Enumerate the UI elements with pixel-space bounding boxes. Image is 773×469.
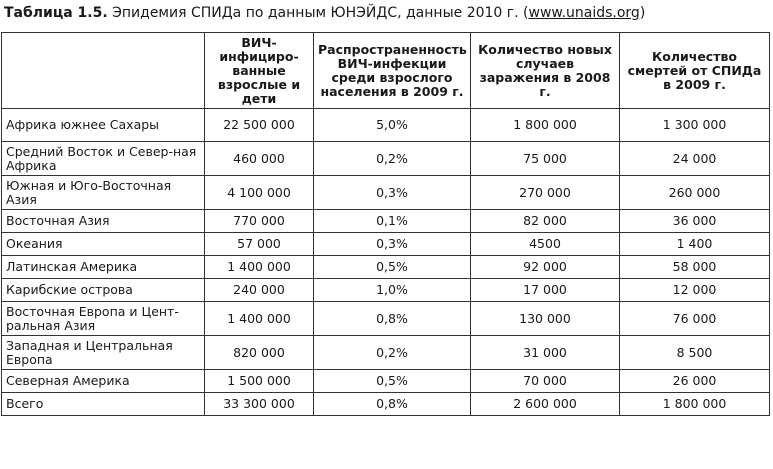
prevalence-cell: 0,5% xyxy=(314,370,471,393)
infected-cell: 57 000 xyxy=(205,233,314,256)
header-cell-region xyxy=(2,33,205,109)
deaths-cell: 12 000 xyxy=(620,279,770,302)
table-row xyxy=(2,302,770,336)
header-row xyxy=(2,33,770,109)
deaths-cell: 24 000 xyxy=(620,142,770,176)
prevalence-cell: 0,5% xyxy=(314,256,471,279)
caption-link[interactable]: www.unaids.org xyxy=(528,5,640,21)
table-row xyxy=(2,256,770,279)
new-cases-cell: 75 000 xyxy=(471,142,620,176)
new-cases-cell: 17 000 xyxy=(471,279,620,302)
table-caption xyxy=(4,3,645,23)
infected-cell: 770 000 xyxy=(205,210,314,233)
table-row xyxy=(2,279,770,302)
hiv-statistics-table xyxy=(1,32,770,416)
table-row xyxy=(2,336,770,370)
deaths-cell: 58 000 xyxy=(620,256,770,279)
region-cell: Океания xyxy=(2,233,205,256)
region-cell: Южная и Юго-Восточная Азия xyxy=(2,176,205,210)
new-cases-cell: 31 000 xyxy=(471,336,620,370)
infected-cell: 240 000 xyxy=(205,279,314,302)
table-row xyxy=(2,142,770,176)
infected-cell: 1 500 000 xyxy=(205,370,314,393)
deaths-cell: 36 000 xyxy=(620,210,770,233)
header-cell-new-cases: Количество новых случаев заражения в 2008 г. xyxy=(471,33,620,109)
table-row xyxy=(2,370,770,393)
prevalence-cell: 1,0% xyxy=(314,279,471,302)
new-cases-cell: 92 000 xyxy=(471,256,620,279)
deaths-cell: 26 000 xyxy=(620,370,770,393)
region-cell: Восточная Европа и Цент-ральная Азия xyxy=(2,302,205,336)
infected-cell: 1 400 000 xyxy=(205,256,314,279)
total-row xyxy=(2,393,770,416)
header-cell-deaths: Количество смертей от СПИДа в 2009 г. xyxy=(620,33,770,109)
infected-cell: 33 300 000 xyxy=(205,393,314,416)
table-row xyxy=(2,176,770,210)
new-cases-cell: 270 000 xyxy=(471,176,620,210)
deaths-cell: 1 400 xyxy=(620,233,770,256)
infected-cell: 1 400 000 xyxy=(205,302,314,336)
infected-cell: 460 000 xyxy=(205,142,314,176)
prevalence-cell: 0,1% xyxy=(314,210,471,233)
new-cases-cell: 130 000 xyxy=(471,302,620,336)
region-cell: Северная Америка xyxy=(2,370,205,393)
region-cell: Африка южнее Сахары xyxy=(2,109,205,142)
prevalence-cell: 0,3% xyxy=(314,176,471,210)
deaths-cell: 8 500 xyxy=(620,336,770,370)
prevalence-cell: 5,0% xyxy=(314,109,471,142)
table-row xyxy=(2,233,770,256)
prevalence-cell: 0,8% xyxy=(314,393,471,416)
prevalence-cell: 0,2% xyxy=(314,142,471,176)
new-cases-cell: 4500 xyxy=(471,233,620,256)
region-cell: Восточная Азия xyxy=(2,210,205,233)
table-row xyxy=(2,210,770,233)
table-row xyxy=(2,109,770,142)
new-cases-cell: 1 800 000 xyxy=(471,109,620,142)
header-cell-infected: ВИЧ-инфициро-ванные взрослые и дети xyxy=(205,33,314,109)
prevalence-cell: 0,2% xyxy=(314,336,471,370)
prevalence-cell: 0,8% xyxy=(314,302,471,336)
deaths-cell: 76 000 xyxy=(620,302,770,336)
region-cell: Средний Восток и Север-ная Африка xyxy=(2,142,205,176)
new-cases-cell: 2 600 000 xyxy=(471,393,620,416)
region-cell: Карибские острова xyxy=(2,279,205,302)
caption-label: Таблица 1.5. xyxy=(4,5,108,21)
infected-cell: 820 000 xyxy=(205,336,314,370)
infected-cell: 4 100 000 xyxy=(205,176,314,210)
region-cell: Западная и Центральная Европа xyxy=(2,336,205,370)
header-cell-prevalence: Распространенность ВИЧ-инфекции среди взрослого населения в 2009 г. xyxy=(314,33,471,109)
prevalence-cell: 0,3% xyxy=(314,233,471,256)
region-cell: Всего xyxy=(2,393,205,416)
deaths-cell: 1 300 000 xyxy=(620,109,770,142)
infected-cell: 22 500 000 xyxy=(205,109,314,142)
new-cases-cell: 82 000 xyxy=(471,210,620,233)
new-cases-cell: 70 000 xyxy=(471,370,620,393)
deaths-cell: 1 800 000 xyxy=(620,393,770,416)
deaths-cell: 260 000 xyxy=(620,176,770,210)
region-cell: Латинская Америка xyxy=(2,256,205,279)
caption-text: Эпидемия СПИДа по данным ЮНЭЙДС, данные 2010 г. ( xyxy=(112,5,529,21)
caption-close: ) xyxy=(639,5,646,21)
